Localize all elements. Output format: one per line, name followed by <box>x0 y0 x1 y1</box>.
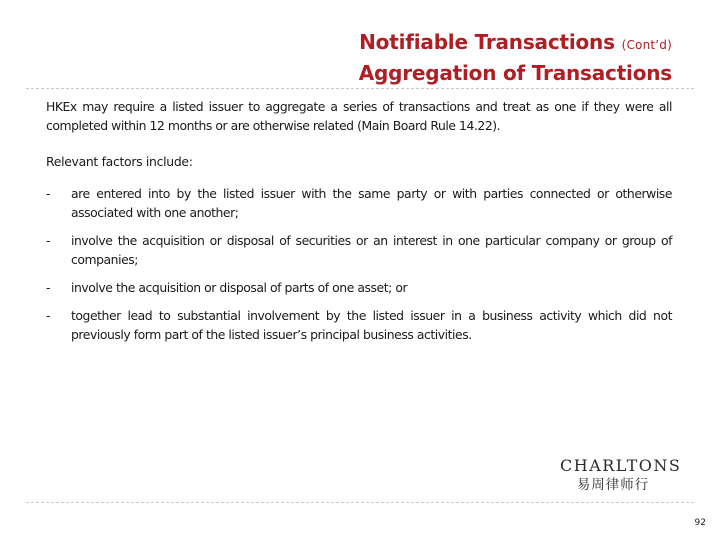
bullet-dash: - <box>46 280 51 295</box>
bullet-dash: - <box>46 308 51 323</box>
slide-content <box>46 97 672 353</box>
logo-english: CHARLTONS <box>560 456 682 475</box>
factor-text: together lead to substantial involvement by the listed issuer in a business activity which did not previously form part of the listed issuer’s principal business activities. <box>71 308 672 342</box>
factor-list <box>46 184 672 344</box>
slide-title <box>359 28 672 87</box>
factor-text: involve the acquisition or disposal of securities or an interest in one particular company or group of companies; <box>71 233 672 267</box>
factors-label: Relevant factors include: <box>46 154 193 169</box>
factor-text: involve the acquisition or disposal of parts of one asset; or <box>71 280 408 295</box>
list-item <box>46 278 672 297</box>
bottom-divider <box>26 502 694 503</box>
factor-text: are entered into by the listed issuer with the same party or with parties connected or otherwise associated with one another; <box>71 186 672 220</box>
intro-paragraph: HKEx may require a listed issuer to aggregate a series of transactions and treat as one if they were all completed within 12 months or are otherwise related (Main Board Rule 14.22). <box>46 99 672 133</box>
page-number: 92 <box>694 518 706 528</box>
top-divider <box>26 88 694 89</box>
list-item <box>46 184 672 222</box>
title-line-1 <box>359 28 672 59</box>
list-item <box>46 306 672 344</box>
bullet-dash: - <box>46 186 51 201</box>
list-item <box>46 231 672 269</box>
charltons-logo <box>560 456 680 494</box>
title-line-2: Aggregation of Transactions <box>358 61 672 85</box>
bullet-dash: - <box>46 233 51 248</box>
logo-chinese: 易周律师行 <box>576 477 650 493</box>
title-continued: (Cont’d) <box>621 38 672 52</box>
title-main: Notifiable Transactions <box>359 30 615 54</box>
